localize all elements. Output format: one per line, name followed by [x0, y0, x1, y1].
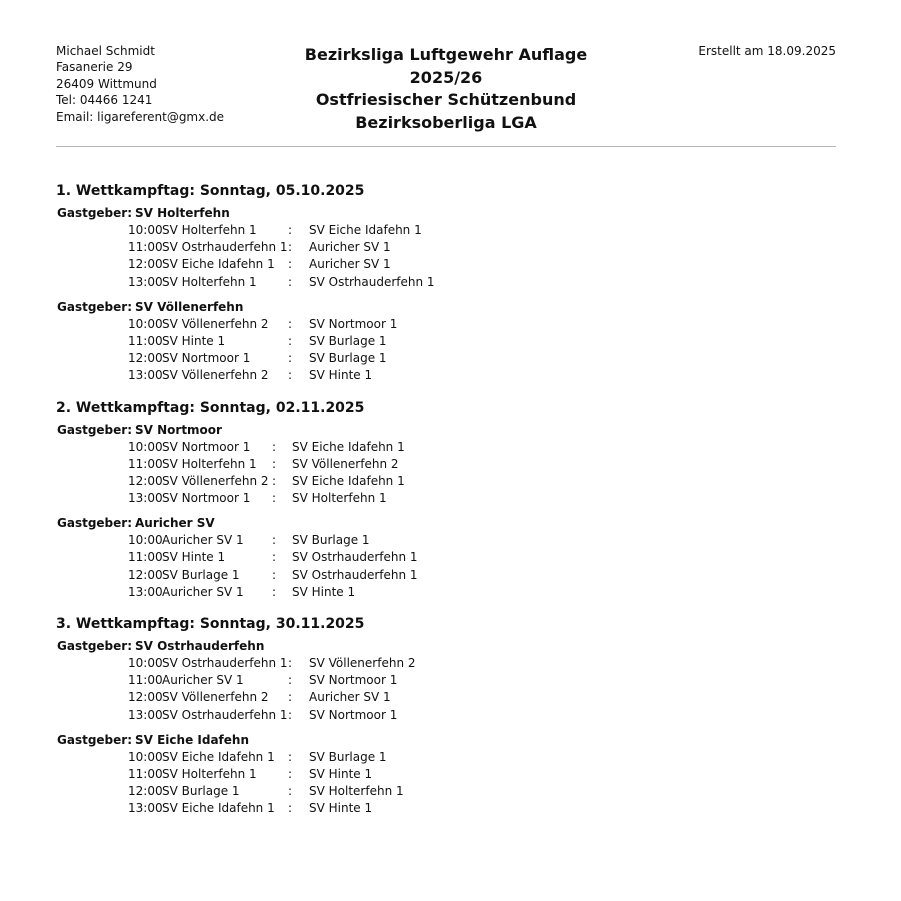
match-time: 10:00 — [128, 656, 163, 670]
match-list — [56, 316, 836, 385]
contact-name: Michael Schmidt — [56, 44, 155, 58]
match-separator: : — [288, 766, 293, 781]
match-separator: : — [288, 673, 293, 688]
match-away-team: SV Eiche Idafehn 1 — [292, 439, 405, 454]
host-label: Gastgeber: — [57, 516, 132, 531]
match-time: 12:00 — [128, 784, 163, 799]
match-day — [56, 400, 836, 602]
match-separator: : — [288, 333, 293, 348]
match-time: 10:00 — [128, 749, 163, 764]
contact-email: Email: ligareferent@gmx.de — [56, 109, 225, 124]
match-time: 11:00 — [128, 766, 163, 781]
match-time: 10:00 — [128, 533, 163, 548]
spacer — [56, 749, 128, 766]
host-label: Gastgeber: — [57, 299, 132, 314]
spacer — [56, 222, 128, 239]
document-title — [290, 44, 602, 134]
spacer — [56, 655, 128, 672]
match-separator: : — [288, 274, 293, 289]
match-separator: : — [272, 550, 277, 565]
match-home-team: SV Völlenerfehn 2 — [162, 368, 269, 383]
match-separator: : — [272, 567, 277, 582]
match-home-team: SV Völlenerfehn 2 — [162, 473, 269, 488]
match-separator: : — [288, 784, 293, 799]
spacer — [56, 567, 128, 584]
match-time: 12:00 — [128, 690, 163, 705]
match-away-team: SV Ostrhauderfehn 1 — [292, 567, 418, 582]
match-separator: : — [288, 801, 293, 816]
match-home-team: SV Hinte 1 — [162, 550, 226, 565]
match-home-team: Auricher SV 1 — [162, 533, 244, 548]
match-time: 12:00 — [128, 567, 163, 582]
match-time: 11:00 — [128, 240, 163, 255]
match-time: 10:00 — [128, 223, 163, 237]
host-club: SV Nortmoor — [135, 422, 222, 437]
title-league: Bezirksliga Luftgewehr Auflage — [304, 45, 588, 64]
header-divider — [56, 146, 836, 147]
host-club: SV Völlenerfehn — [135, 299, 244, 314]
match-time: 13:00 — [128, 707, 163, 722]
spacer — [56, 584, 128, 601]
match-away-team: SV Hinte 1 — [309, 801, 373, 816]
match-home-team: SV Holterfehn 1 — [162, 456, 257, 471]
match-separator: : — [288, 316, 293, 331]
match-home-team: SV Hinte 1 — [162, 333, 226, 348]
spacer — [56, 707, 128, 724]
match-away-team: SV Burlage 1 — [309, 333, 387, 348]
match-separator: : — [288, 223, 293, 237]
match-home-team: SV Eiche Idafehn 1 — [162, 801, 275, 816]
match-list — [56, 532, 836, 601]
match-home-team: SV Nortmoor 1 — [162, 351, 251, 366]
match-home-team: SV Ostrhauderfehn 1 — [162, 656, 288, 670]
match-day-title: 1. Wettkampftag: Sonntag, 05.10.2025 — [56, 183, 365, 199]
host-group — [56, 300, 836, 385]
match-time: 11:00 — [128, 550, 163, 565]
host-club: SV Eiche Idafehn — [135, 732, 249, 747]
host-club: SV Holterfehn — [135, 206, 230, 220]
match-day-title: 3. Wettkampftag: Sonntag, 30.11.2025 — [56, 616, 365, 632]
host-label: Gastgeber: — [57, 206, 132, 220]
match-home-team: SV Burlage 1 — [162, 567, 240, 582]
match-away-team: SV Holterfehn 1 — [292, 491, 387, 506]
spacer — [56, 672, 128, 689]
match-home-team: SV Nortmoor 1 — [162, 491, 251, 506]
contact-phone: Tel: 04466 1241 — [56, 93, 153, 108]
match-day — [56, 183, 836, 385]
match-home-team: SV Holterfehn 1 — [162, 766, 257, 781]
match-time: 13:00 — [128, 368, 163, 383]
match-separator: : — [288, 351, 293, 366]
match-list — [56, 222, 836, 291]
title-season: 2025/26 — [409, 67, 483, 87]
spacer — [56, 256, 128, 273]
spacer — [56, 333, 128, 350]
host-group — [56, 516, 836, 601]
spacer — [56, 473, 128, 490]
match-separator: : — [272, 491, 277, 506]
schedule — [56, 183, 836, 833]
match-time: 11:00 — [128, 333, 163, 348]
spacer — [56, 689, 128, 706]
match-list — [56, 439, 836, 508]
match-away-team: SV Hinte 1 — [309, 766, 373, 781]
match-home-team: Auricher SV 1 — [162, 584, 244, 599]
match-home-team: SV Holterfehn 1 — [162, 223, 257, 237]
match-time: 12:00 — [128, 257, 163, 272]
title-division: Bezirksoberliga LGA — [355, 112, 537, 132]
host-label: Gastgeber: — [57, 422, 132, 437]
contact-street: Fasanerie 29 — [56, 60, 133, 75]
host-group — [56, 206, 836, 291]
match-home-team: SV Ostrhauderfehn 1 — [162, 707, 288, 722]
match-separator: : — [272, 439, 277, 454]
match-away-team: SV Völlenerfehn 2 — [292, 456, 399, 471]
spacer — [56, 274, 128, 291]
match-separator: : — [288, 368, 293, 383]
match-day — [56, 616, 836, 818]
spacer — [56, 532, 128, 549]
contact-city: 26409 Wittmund — [56, 76, 157, 91]
match-separator: : — [272, 456, 277, 471]
match-separator: : — [272, 584, 277, 599]
match-day-title: 2. Wettkampftag: Sonntag, 02.11.2025 — [56, 399, 365, 416]
match-away-team: SV Eiche Idafehn 1 — [309, 223, 422, 237]
match-away-team: SV Eiche Idafehn 1 — [292, 473, 405, 488]
match-away-team: SV Burlage 1 — [309, 351, 387, 366]
spacer — [56, 783, 128, 800]
spacer — [56, 239, 128, 256]
match-separator: : — [288, 656, 293, 670]
match-away-team: SV Nortmoor 1 — [309, 316, 398, 331]
spacer — [56, 367, 128, 384]
match-time: 12:00 — [128, 351, 163, 366]
match-away-team: SV Burlage 1 — [292, 533, 370, 548]
host-heading — [56, 516, 836, 531]
spacer — [56, 350, 128, 367]
match-time: 10:00 — [128, 439, 163, 454]
host-heading — [56, 206, 836, 221]
match-home-team: SV Burlage 1 — [162, 784, 240, 799]
spacer — [56, 439, 128, 456]
title-federation: Ostfriesischer Schützenbund — [315, 90, 577, 109]
match-list — [56, 749, 836, 818]
match-away-team: SV Burlage 1 — [309, 749, 387, 764]
host-group — [56, 423, 836, 508]
spacer — [56, 800, 128, 817]
match-separator: : — [272, 473, 277, 488]
created-date: Erstellt am 18.09.2025 — [698, 44, 836, 58]
host-label: Gastgeber: — [57, 732, 132, 747]
match-time: 13:00 — [128, 801, 163, 816]
match-time: 11:00 — [128, 673, 163, 688]
match-home-team: SV Völlenerfehn 2 — [162, 316, 269, 331]
contact-address — [56, 43, 224, 125]
host-heading — [56, 423, 836, 438]
match-away-team: SV Holterfehn 1 — [309, 784, 404, 799]
spacer — [56, 766, 128, 783]
match-time: 12:00 — [128, 473, 163, 488]
match-away-team: SV Ostrhauderfehn 1 — [292, 550, 418, 565]
host-heading — [56, 733, 836, 748]
match-home-team: SV Eiche Idafehn 1 — [162, 257, 275, 272]
match-home-team: Auricher SV 1 — [162, 673, 244, 688]
match-separator: : — [288, 707, 293, 722]
match-away-team: Auricher SV 1 — [309, 240, 391, 255]
match-away-team: SV Hinte 1 — [292, 584, 356, 599]
host-heading — [56, 639, 836, 654]
match-away-team: SV Völlenerfehn 2 — [309, 656, 416, 670]
match-home-team: SV Nortmoor 1 — [162, 439, 251, 454]
match-away-team: Auricher SV 1 — [309, 690, 391, 705]
match-time: 13:00 — [128, 584, 163, 599]
match-time: 11:00 — [128, 456, 163, 471]
match-home-team: SV Holterfehn 1 — [162, 274, 257, 289]
match-home-team: SV Ostrhauderfehn 1 — [162, 240, 288, 255]
match-separator: : — [288, 749, 293, 764]
match-separator: : — [288, 690, 293, 705]
match-away-team: SV Nortmoor 1 — [309, 673, 398, 688]
match-home-team: SV Eiche Idafehn 1 — [162, 749, 275, 764]
host-group — [56, 639, 836, 724]
match-time: 13:00 — [128, 491, 163, 506]
match-separator: : — [288, 257, 293, 272]
match-away-team: SV Ostrhauderfehn 1 — [309, 274, 435, 289]
match-separator: : — [288, 240, 293, 255]
match-away-team: SV Hinte 1 — [309, 368, 373, 383]
host-club: Auricher SV — [135, 516, 215, 531]
host-group — [56, 733, 836, 818]
spacer — [56, 549, 128, 566]
match-away-team: SV Nortmoor 1 — [309, 707, 398, 722]
match-list — [56, 655, 836, 724]
spacer — [56, 316, 128, 333]
match-away-team: Auricher SV 1 — [309, 257, 391, 272]
spacer — [56, 456, 128, 473]
match-time: 10:00 — [128, 316, 163, 331]
host-heading — [56, 300, 836, 315]
host-club: SV Ostrhauderfehn — [135, 639, 265, 653]
match-separator: : — [272, 533, 277, 548]
match-home-team: SV Völlenerfehn 2 — [162, 690, 269, 705]
match-time: 13:00 — [128, 274, 163, 289]
spacer — [56, 490, 128, 507]
host-label: Gastgeber: — [57, 639, 132, 653]
